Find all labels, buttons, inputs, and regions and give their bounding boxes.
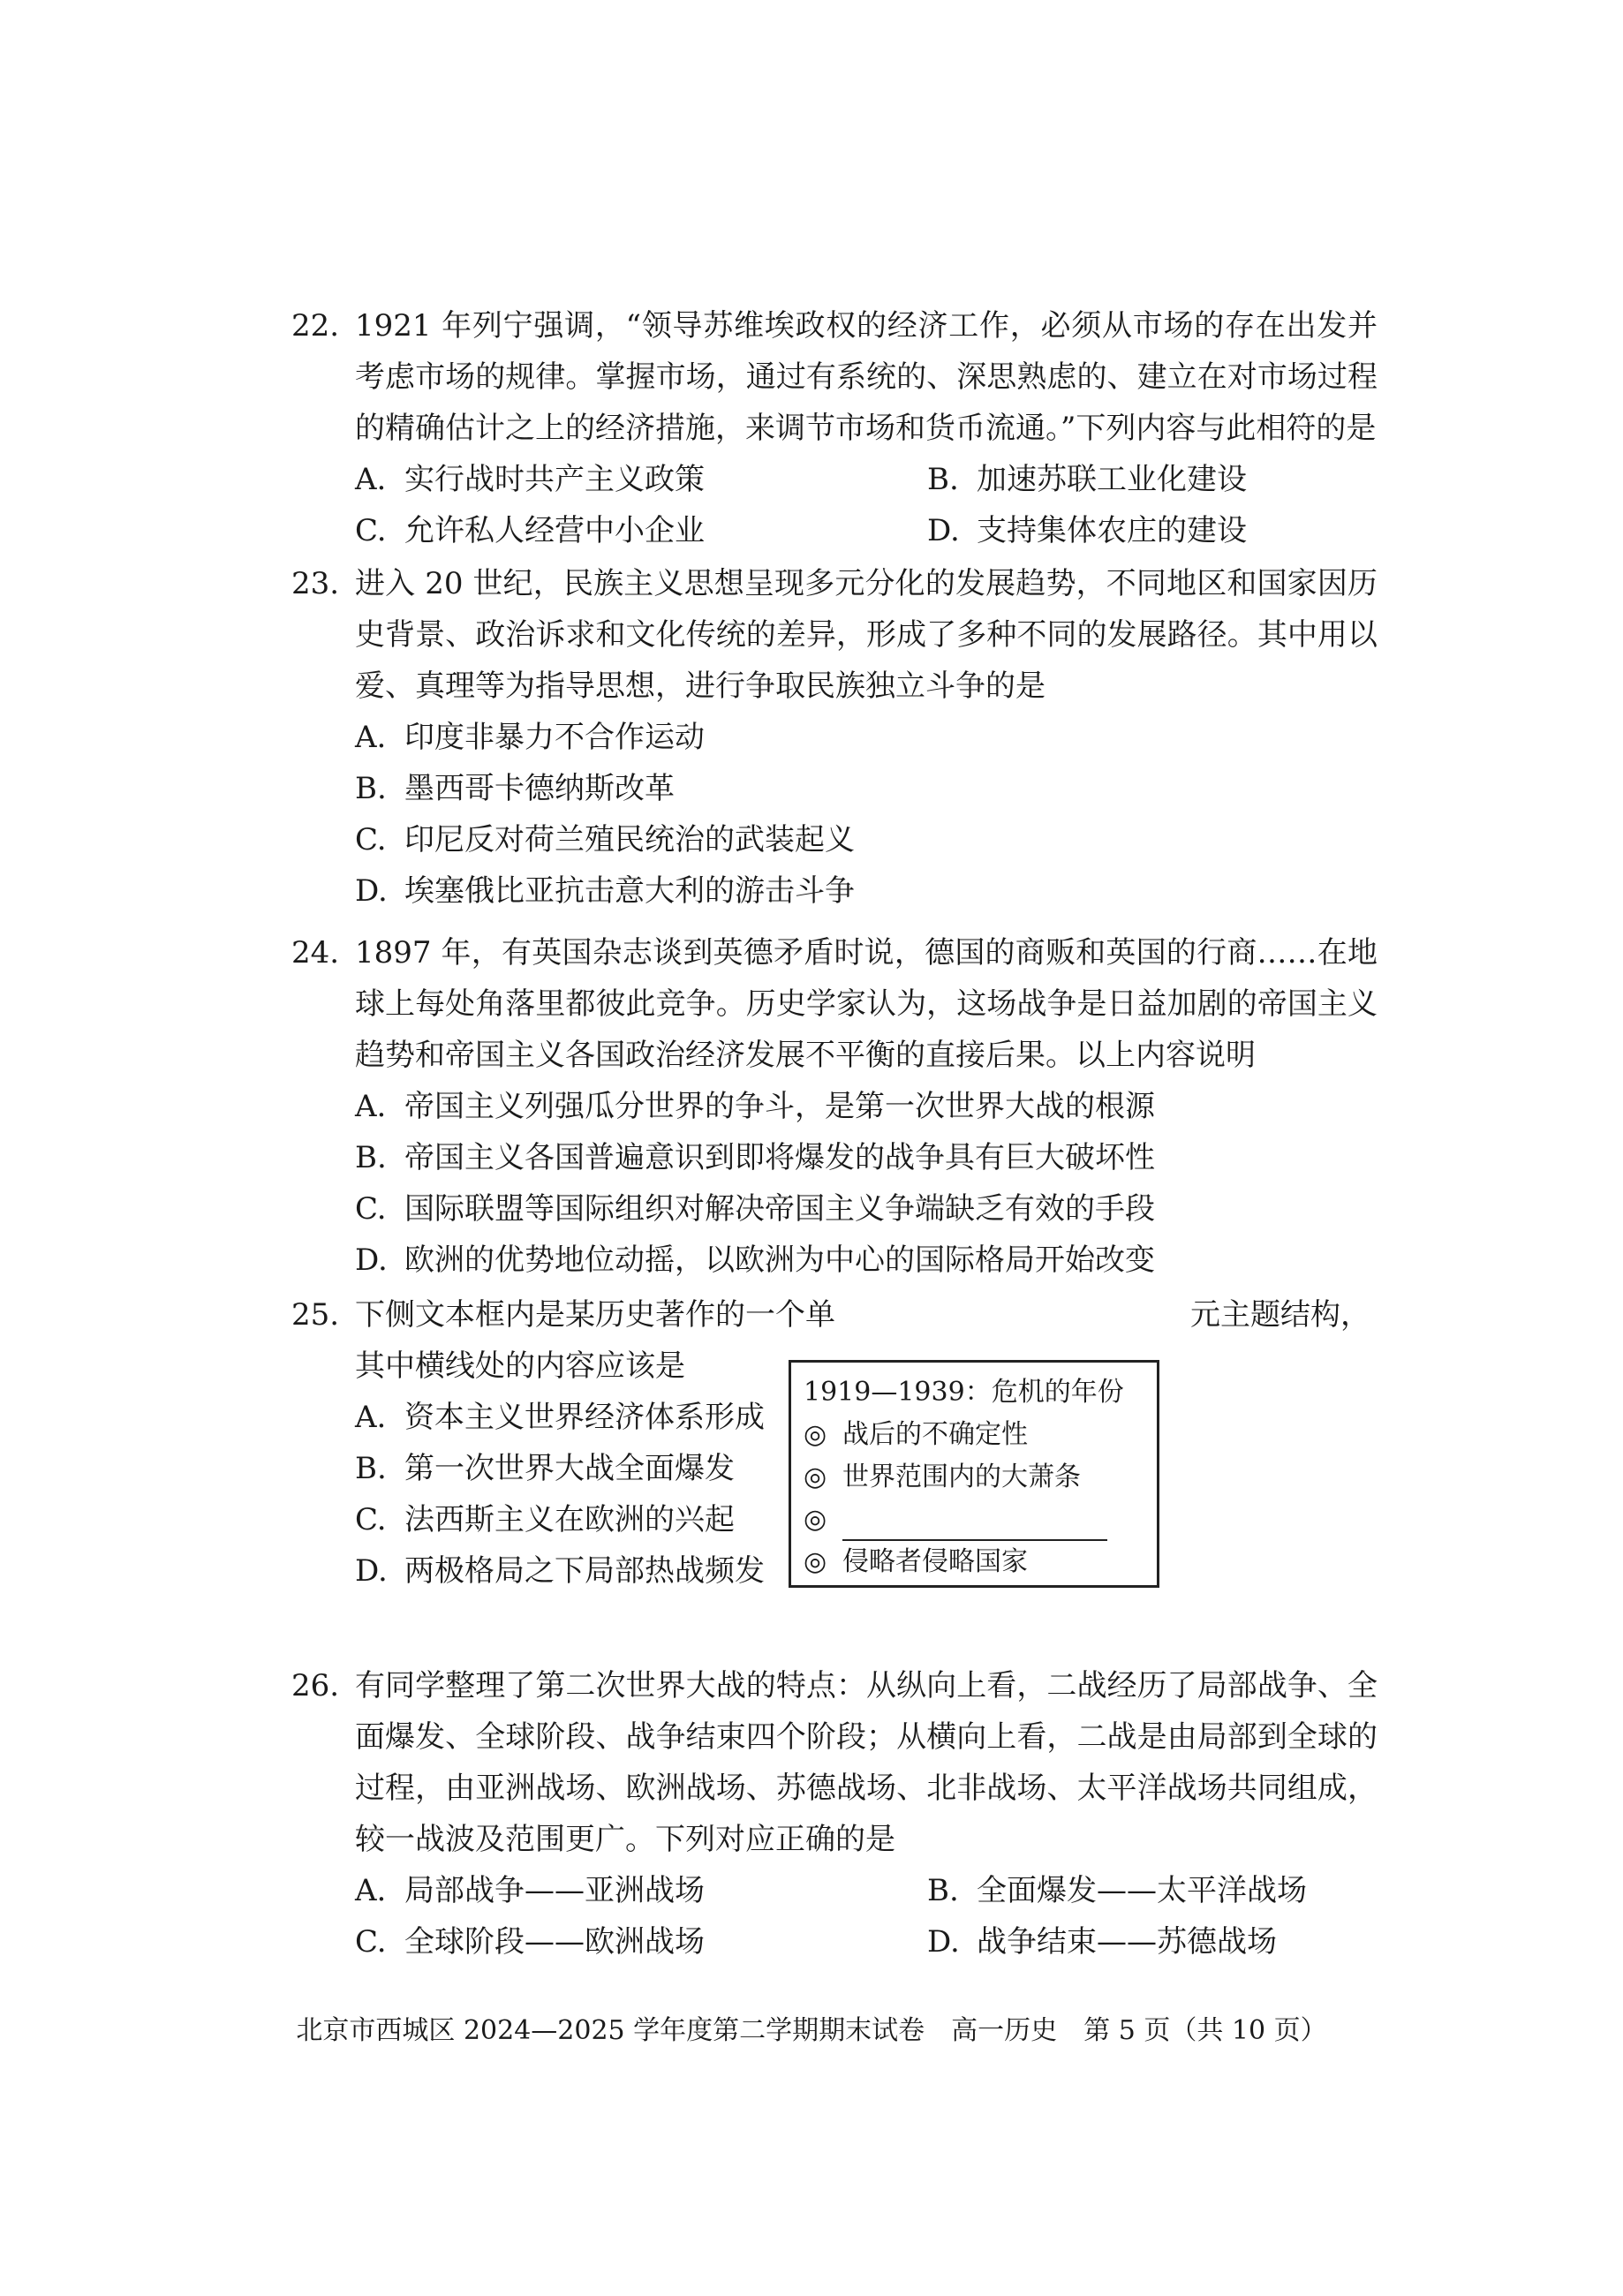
theme-structure-box	[789, 1360, 1159, 1588]
question-stem: 1897 年，有英国杂志谈到英德矛盾时说，德国的商贩和英国的行商……在地球上每处角落里都彼此竞争。历史学家认为，这场战争是日益加剧的帝国主义趋势和帝国主义各国政治经济发展不平衡的直接后果。以上内容说明	[355, 935, 1378, 1073]
question-stem: 1921 年列宁强调，“领导苏维埃政权的经济工作，必须从市场的存在出发并考虑市场的规律。掌握市场，通过有系统的、深思熟虑的、建立在对市场过程的精确估计之上的经济措施，来调节市场和货币流通。”下列内容与此相符的是	[355, 308, 1378, 446]
option-b[interactable]: B. 墨西哥卡德纳斯改革	[355, 771, 675, 806]
option-a[interactable]: A. 帝国主义列强瓜分世界的争斗，是第一次世界大战的根源	[355, 1089, 1155, 1124]
option-b[interactable]: B. 第一次世界大战全面爆发	[355, 1451, 735, 1486]
option-c[interactable]: C. 印尼反对荷兰殖民统治的武装起义	[355, 822, 855, 857]
bullseye-icon: ◎	[804, 1546, 827, 1577]
question-number: 24.	[291, 935, 340, 971]
box-item: ◎ 侵略者侵略国家	[804, 1541, 1144, 1583]
option-d[interactable]: D. 支持集体农庄的建设	[927, 513, 1247, 548]
question-stem: 有同学整理了第二次世界大战的特点：从纵向上看，二战经历了局部战争、全面爆发、全球阶段、战争结束四个阶段；从横向上看，二战是由局部到全球的过程，由亚洲战场、欧洲战场、苏德战场、北非战场、太平洋战场共同组成，较一战波及范围更广。下列对应正确的是	[355, 1668, 1378, 1857]
option-c[interactable]: C. 国际联盟等国际组织对解决帝国主义争端缺乏有效的手段	[355, 1191, 1155, 1227]
box-item-blank	[804, 1499, 1144, 1541]
question-22	[291, 300, 1378, 556]
box-item: ◎ 世界范围内的大萧条	[804, 1456, 1144, 1499]
option-a[interactable]: A. 印度非暴力不合作运动	[355, 720, 705, 755]
question-number: 22.	[291, 308, 340, 344]
question-stem: 进入 20 世纪，民族主义思想呈现多元分化的发展趋势，不同地区和国家因历史背景、政治诉求和文化传统的差异，形成了多种不同的发展路径。其中用以爱、真理等为指导思想，进行争取民族独立斗争的是	[355, 566, 1378, 704]
option-d[interactable]: D. 埃塞俄比亚抗击意大利的游击斗争	[355, 873, 855, 909]
option-b[interactable]: B. 全面爆发——太平洋战场	[927, 1873, 1307, 1908]
option-c[interactable]: C. 法西斯主义在欧洲的兴起	[355, 1502, 735, 1537]
blank-line	[842, 1513, 1107, 1541]
options	[355, 454, 1378, 556]
bullseye-icon: ◎	[804, 1461, 827, 1492]
question-23	[291, 558, 1378, 917]
option-c[interactable]: C. 允许私人经营中小企业	[355, 513, 705, 548]
box-item: ◎ 战后的不确定性	[804, 1414, 1144, 1456]
box-title: 1919—1939：危机的年份	[804, 1377, 1124, 1408]
option-d[interactable]: D. 战争结束——苏德战场	[927, 1924, 1277, 1960]
question-stem-tail: 元主题结构，	[1190, 1297, 1370, 1333]
question-26	[291, 1660, 1378, 1967]
question-number: 25.	[291, 1297, 340, 1333]
option-c[interactable]: C. 全球阶段——欧洲战场	[355, 1924, 705, 1960]
bullseye-icon: ◎	[804, 1419, 827, 1450]
question-24	[291, 927, 1378, 1286]
bullseye-icon: ◎	[804, 1504, 827, 1535]
question-stem-line2: 其中横线处的内容应该是	[355, 1348, 685, 1384]
option-a[interactable]: A. 资本主义世界经济体系形成	[355, 1400, 765, 1435]
options	[355, 1081, 1378, 1286]
options	[355, 712, 1378, 917]
option-b[interactable]: B. 加速苏联工业化建设	[927, 462, 1247, 497]
option-d[interactable]: D. 欧洲的优势地位动摇，以欧洲为中心的国际格局开始改变	[355, 1242, 1155, 1278]
question-number: 23.	[291, 566, 340, 601]
question-stem-head: 下侧文本框内是某历史著作的一个单	[355, 1297, 835, 1333]
option-a[interactable]: A. 局部战争——亚洲战场	[355, 1873, 705, 1908]
question-number: 26.	[291, 1668, 340, 1703]
options	[355, 1865, 1378, 1967]
option-a[interactable]: A. 实行战时共产主义政策	[355, 462, 705, 497]
option-b[interactable]: B. 帝国主义各国普遍意识到即将爆发的战争具有巨大破坏性	[355, 1140, 1155, 1175]
page-footer: 北京市西城区 2024—2025 学年度第二学期期末试卷 高一历史 第 5 页（共 10 页）	[296, 2015, 1327, 2046]
option-d[interactable]: D. 两极格局之下局部热战频发	[355, 1553, 765, 1589]
